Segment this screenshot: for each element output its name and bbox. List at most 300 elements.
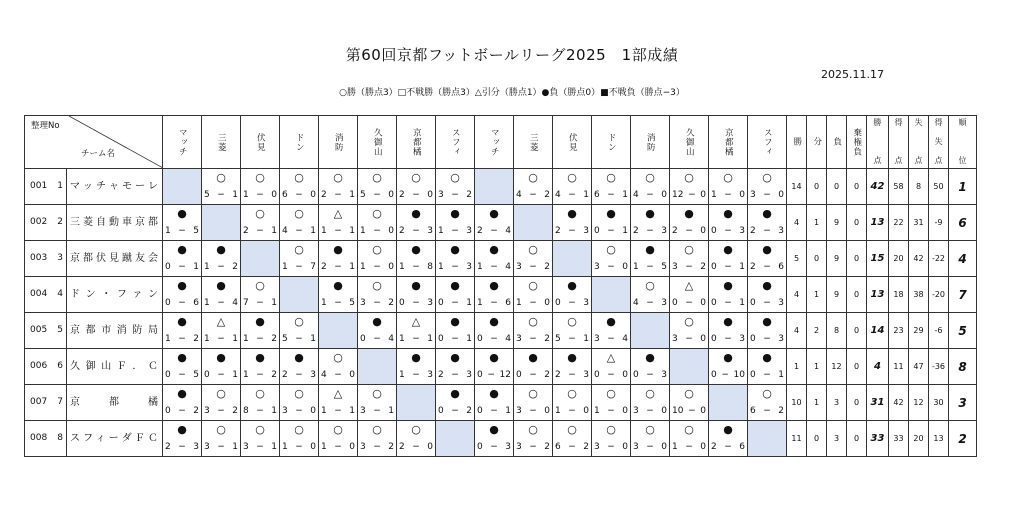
team-name-text: 京 都 橘 bbox=[70, 396, 159, 408]
opponent-header bbox=[592, 116, 631, 169]
page-title: 第60回京都フットボールリーグ2025 1部成績 bbox=[345, 46, 679, 64]
stat-label: 棄権負 bbox=[851, 127, 862, 157]
result-cell bbox=[241, 349, 280, 385]
draws bbox=[807, 349, 827, 385]
result-mark: ○ bbox=[255, 171, 265, 184]
score bbox=[241, 406, 279, 416]
opponent-header bbox=[358, 116, 397, 169]
score-dash: − bbox=[256, 226, 264, 236]
score bbox=[163, 406, 201, 416]
score-against: 5 bbox=[349, 298, 355, 308]
result-mark: ○ bbox=[567, 423, 577, 436]
result bbox=[709, 241, 747, 276]
goals-against bbox=[909, 241, 929, 277]
result-mark: △ bbox=[333, 387, 343, 400]
goals-for bbox=[889, 205, 909, 241]
rank bbox=[949, 421, 977, 457]
result-mark: ● bbox=[177, 351, 187, 364]
score-for: 3 bbox=[204, 406, 210, 416]
score bbox=[553, 370, 591, 380]
losses-value: 0 bbox=[833, 181, 840, 191]
result-cell bbox=[397, 421, 436, 457]
score bbox=[280, 406, 318, 416]
result bbox=[397, 421, 435, 456]
result-mark: ○ bbox=[645, 387, 655, 400]
opponent-name: 京都橘 bbox=[723, 127, 734, 157]
score-against: 0 bbox=[310, 442, 316, 452]
score-for: 2 bbox=[321, 190, 327, 200]
result-cell bbox=[436, 349, 475, 385]
result bbox=[280, 421, 318, 456]
score-against: 1 bbox=[427, 334, 433, 344]
result bbox=[202, 385, 240, 420]
score bbox=[514, 442, 552, 452]
score-against: 1 bbox=[583, 334, 589, 344]
result-mark: ○ bbox=[762, 171, 772, 184]
score-for: 0 bbox=[516, 370, 522, 380]
result bbox=[475, 421, 513, 456]
result-cell bbox=[436, 241, 475, 277]
result bbox=[319, 241, 357, 276]
score-for: 3 bbox=[594, 442, 600, 452]
score-against: 1 bbox=[271, 226, 277, 236]
result bbox=[631, 385, 669, 420]
score-for: 0 bbox=[711, 226, 717, 236]
score-against: 0 bbox=[739, 190, 745, 200]
score-dash: − bbox=[646, 442, 654, 452]
score-for: 3 bbox=[438, 190, 444, 200]
score-for: 2 bbox=[555, 226, 561, 236]
team-name-text: 京都市消防局 bbox=[70, 324, 159, 336]
score-for: 5 bbox=[282, 334, 288, 344]
score-for: 0 bbox=[711, 334, 717, 344]
score bbox=[319, 406, 357, 416]
result bbox=[319, 385, 357, 420]
forfeits bbox=[847, 385, 867, 421]
result bbox=[670, 169, 708, 204]
result-mark: ● bbox=[333, 243, 343, 256]
score-dash: − bbox=[646, 226, 654, 236]
score-against: 1 bbox=[232, 190, 238, 200]
score bbox=[592, 442, 630, 452]
result bbox=[514, 349, 552, 384]
wins-value: 4 bbox=[793, 289, 800, 299]
result-cell bbox=[631, 313, 670, 349]
result-mark: ● bbox=[489, 387, 499, 400]
result-mark: ○ bbox=[528, 243, 538, 256]
table-row bbox=[25, 241, 977, 277]
score-against: 2 bbox=[544, 262, 550, 272]
result-mark: ● bbox=[450, 279, 460, 292]
score-for: 4 bbox=[555, 190, 561, 200]
result-cell bbox=[202, 349, 241, 385]
score-dash: − bbox=[568, 406, 576, 416]
score-dash: − bbox=[568, 334, 576, 344]
header-bottom: 点 bbox=[934, 156, 943, 165]
score-against: 3 bbox=[427, 226, 433, 236]
result bbox=[163, 277, 201, 312]
score-for: 3 bbox=[204, 442, 210, 452]
result bbox=[670, 205, 708, 240]
score bbox=[670, 226, 708, 236]
header-bottom: 点 bbox=[914, 156, 923, 165]
score bbox=[163, 226, 201, 236]
score-against: 3 bbox=[778, 226, 784, 236]
score bbox=[397, 262, 435, 272]
score bbox=[436, 370, 474, 380]
result-cell bbox=[436, 385, 475, 421]
score-dash: − bbox=[256, 334, 264, 344]
team-name-text: 久御山Ｆ．Ｃ bbox=[70, 360, 159, 372]
score-against: 3 bbox=[310, 370, 316, 380]
score-for: 4 bbox=[321, 370, 327, 380]
result bbox=[436, 277, 474, 312]
score-dash: − bbox=[178, 370, 186, 380]
score-dash: − bbox=[721, 370, 729, 380]
score-against: 0 bbox=[544, 298, 550, 308]
score-against: 1 bbox=[232, 334, 238, 344]
header-top: 得 bbox=[894, 118, 903, 127]
table-row bbox=[25, 313, 977, 349]
score-against: 0 bbox=[388, 262, 394, 272]
score bbox=[319, 370, 357, 380]
result-mark: ○ bbox=[294, 423, 304, 436]
result-mark: ● bbox=[489, 423, 499, 436]
result-cell bbox=[592, 421, 631, 457]
score-against: 2 bbox=[544, 334, 550, 344]
result-mark: ● bbox=[177, 423, 187, 436]
score-against: 1 bbox=[739, 298, 745, 308]
goals-against bbox=[909, 349, 929, 385]
result bbox=[241, 349, 279, 384]
score-for: 0 bbox=[477, 370, 483, 380]
team-id-text: 005 bbox=[30, 325, 48, 335]
header-stack bbox=[929, 119, 948, 165]
team-seq-number: 2 bbox=[57, 217, 63, 227]
result bbox=[241, 421, 279, 456]
score-against: 0 bbox=[310, 406, 316, 416]
result bbox=[592, 169, 630, 204]
result bbox=[436, 205, 474, 240]
result-mark: ● bbox=[450, 207, 460, 220]
score bbox=[709, 298, 747, 308]
score-for: 2 bbox=[477, 226, 483, 236]
team-id bbox=[25, 241, 67, 277]
goals-against-value: 31 bbox=[913, 217, 924, 227]
losses bbox=[827, 169, 847, 205]
score bbox=[436, 298, 474, 308]
score-against: 3 bbox=[739, 334, 745, 344]
result bbox=[670, 385, 708, 420]
result-mark: ○ bbox=[684, 243, 694, 256]
score-for: 1 bbox=[399, 334, 405, 344]
score-dash: − bbox=[217, 262, 225, 272]
result bbox=[748, 349, 786, 384]
score-for: 0 bbox=[165, 406, 171, 416]
goals-against-value: 38 bbox=[913, 289, 924, 299]
losses-value: 9 bbox=[833, 289, 840, 299]
goal-diff bbox=[929, 385, 949, 421]
result-mark: ○ bbox=[645, 279, 655, 292]
score-dash: − bbox=[685, 262, 693, 272]
result bbox=[202, 313, 240, 348]
score bbox=[163, 442, 201, 452]
team-id-text: 003 bbox=[30, 253, 48, 263]
stat-header bbox=[787, 116, 807, 169]
score-for: 6 bbox=[594, 190, 600, 200]
result-cell bbox=[397, 313, 436, 349]
score-dash: − bbox=[490, 262, 498, 272]
result-cell bbox=[319, 421, 358, 457]
score bbox=[475, 442, 513, 452]
result bbox=[553, 313, 591, 348]
goals-for bbox=[889, 385, 909, 421]
score bbox=[592, 370, 630, 380]
goals-against bbox=[909, 385, 929, 421]
result-cell bbox=[163, 385, 202, 421]
team-id bbox=[25, 169, 67, 205]
score-dash: − bbox=[490, 226, 498, 236]
score-for: 1 bbox=[438, 262, 444, 272]
score-for: 4 bbox=[516, 190, 522, 200]
score-dash: − bbox=[451, 262, 459, 272]
score-against: 1 bbox=[583, 190, 589, 200]
team-name-text: マッチャモーレ bbox=[70, 180, 159, 192]
result-cell bbox=[280, 421, 319, 457]
opponent-name: ドン bbox=[294, 132, 305, 152]
score-for: 0 bbox=[555, 298, 561, 308]
score-against: 1 bbox=[466, 298, 472, 308]
team-seq-number: 1 bbox=[57, 181, 63, 191]
result bbox=[280, 241, 318, 276]
score-against: 1 bbox=[622, 190, 628, 200]
score-for: 2 bbox=[633, 226, 639, 236]
score-dash: − bbox=[256, 190, 264, 200]
result bbox=[553, 349, 591, 384]
losses-value: 3 bbox=[833, 397, 840, 407]
losses-value: 3 bbox=[833, 433, 840, 443]
team-id-text: 007 bbox=[30, 397, 48, 407]
score-for: 7 bbox=[243, 298, 249, 308]
score-against: 10 bbox=[733, 370, 745, 380]
opponent-name: 消防 bbox=[645, 132, 656, 152]
result-mark: ● bbox=[762, 351, 772, 364]
score-for: 2 bbox=[555, 370, 561, 380]
result-mark: ○ bbox=[528, 171, 538, 184]
score bbox=[280, 442, 318, 452]
score-for: 1 bbox=[672, 442, 678, 452]
team-name bbox=[67, 385, 163, 421]
score bbox=[709, 442, 747, 452]
goals-for bbox=[889, 349, 909, 385]
result bbox=[670, 421, 708, 456]
score bbox=[553, 406, 591, 416]
score-against: 6 bbox=[778, 262, 784, 272]
result-mark: ○ bbox=[450, 171, 460, 184]
goal-diff bbox=[929, 169, 949, 205]
losses bbox=[827, 421, 847, 457]
team-seq-number: 7 bbox=[57, 397, 63, 407]
points-value: 31 bbox=[870, 396, 885, 408]
result bbox=[631, 277, 669, 312]
result-mark: ● bbox=[723, 207, 733, 220]
score-against: 0 bbox=[349, 442, 355, 452]
score bbox=[202, 298, 240, 308]
score bbox=[592, 190, 630, 200]
score bbox=[319, 190, 357, 200]
score-dash: − bbox=[490, 334, 498, 344]
result-mark: ○ bbox=[255, 423, 265, 436]
score-dash: − bbox=[688, 406, 696, 416]
rank-value: 4 bbox=[958, 251, 967, 266]
team-name bbox=[67, 421, 163, 457]
score-for: 4 bbox=[282, 226, 288, 236]
opponent-header bbox=[709, 116, 748, 169]
score-dash: − bbox=[295, 442, 303, 452]
result-cell bbox=[358, 385, 397, 421]
result-cell bbox=[514, 421, 553, 457]
result bbox=[163, 313, 201, 348]
score-against: 1 bbox=[232, 370, 238, 380]
result bbox=[670, 241, 708, 276]
score bbox=[280, 190, 318, 200]
wins bbox=[787, 169, 807, 205]
goals-against bbox=[909, 421, 929, 457]
result-mark: ● bbox=[216, 351, 226, 364]
goal-diff bbox=[929, 205, 949, 241]
result bbox=[592, 313, 630, 348]
result-mark: ○ bbox=[216, 387, 226, 400]
result-cell bbox=[748, 205, 787, 241]
score-against: 3 bbox=[661, 226, 667, 236]
score-against: 0 bbox=[622, 370, 628, 380]
score-dash: − bbox=[646, 406, 654, 416]
losses-value: 12 bbox=[831, 361, 842, 371]
result-cell bbox=[514, 241, 553, 277]
score bbox=[397, 190, 435, 200]
result-mark: ○ bbox=[333, 351, 343, 364]
score bbox=[358, 226, 396, 236]
result-mark: ● bbox=[411, 207, 421, 220]
score-dash: − bbox=[178, 226, 186, 236]
score-for: 0 bbox=[438, 406, 444, 416]
result bbox=[358, 205, 396, 240]
draws-value: 1 bbox=[813, 217, 820, 227]
score-for: 0 bbox=[750, 334, 756, 344]
score-dash: − bbox=[763, 298, 771, 308]
draws-value: 2 bbox=[813, 325, 820, 335]
result-cell bbox=[397, 205, 436, 241]
score-for: 3 bbox=[633, 406, 639, 416]
score bbox=[709, 190, 747, 200]
team-name bbox=[67, 241, 163, 277]
score-for: 4 bbox=[633, 298, 639, 308]
score-against: 0 bbox=[427, 442, 433, 452]
result-mark: ● bbox=[606, 207, 616, 220]
result-cell bbox=[358, 421, 397, 457]
opponent-header bbox=[163, 116, 202, 169]
score-dash: − bbox=[529, 298, 537, 308]
result-cell bbox=[241, 277, 280, 313]
result-cell bbox=[631, 205, 670, 241]
forfeits-value: 0 bbox=[853, 181, 860, 191]
result-cell bbox=[475, 205, 514, 241]
result-cell bbox=[748, 313, 787, 349]
result bbox=[709, 169, 747, 204]
score-dash: − bbox=[334, 442, 342, 452]
header-top: 得 bbox=[934, 118, 943, 127]
result-mark: ○ bbox=[333, 171, 343, 184]
result-mark: ● bbox=[333, 279, 343, 292]
score-dash: − bbox=[334, 262, 342, 272]
score-dash: − bbox=[487, 370, 495, 380]
wins-value: 4 bbox=[793, 325, 800, 335]
score bbox=[514, 406, 552, 416]
score-against: 3 bbox=[505, 442, 511, 452]
result bbox=[553, 421, 591, 456]
score-dash: − bbox=[724, 226, 732, 236]
score-dash: − bbox=[334, 298, 342, 308]
score-dash: − bbox=[178, 406, 186, 416]
wins-value: 4 bbox=[793, 217, 800, 227]
opponent-name: 消防 bbox=[333, 132, 344, 152]
result-cell bbox=[397, 241, 436, 277]
score-for: 2 bbox=[399, 442, 405, 452]
score bbox=[748, 370, 786, 380]
result-cell bbox=[670, 277, 709, 313]
result-cell bbox=[592, 277, 631, 313]
result-mark: ○ bbox=[372, 387, 382, 400]
points bbox=[867, 349, 889, 385]
goal-diff-value: 13 bbox=[933, 433, 944, 443]
goal-diff bbox=[929, 277, 949, 313]
score-against: 1 bbox=[271, 406, 277, 416]
stat-label: 分 bbox=[811, 137, 822, 147]
result-cell bbox=[319, 169, 358, 205]
result-cell bbox=[241, 313, 280, 349]
losses-value: 9 bbox=[833, 253, 840, 263]
result-mark: ○ bbox=[528, 423, 538, 436]
rank bbox=[949, 169, 977, 205]
opponent-name: ドン bbox=[606, 132, 617, 152]
score bbox=[280, 226, 318, 236]
score-against: 12 bbox=[499, 370, 511, 380]
header-bottom: 位 bbox=[958, 156, 967, 165]
score-dash: − bbox=[412, 226, 420, 236]
goal-diff bbox=[929, 349, 949, 385]
header-bottom: 点 bbox=[894, 156, 903, 165]
score-against: 2 bbox=[544, 370, 550, 380]
goal-diff-value: -6 bbox=[934, 325, 943, 335]
score bbox=[319, 298, 357, 308]
score-against: 2 bbox=[388, 298, 394, 308]
score-dash: − bbox=[568, 190, 576, 200]
table-row bbox=[25, 205, 977, 241]
draws bbox=[807, 313, 827, 349]
goals-against bbox=[909, 313, 929, 349]
result bbox=[514, 277, 552, 312]
team-seq-number: 5 bbox=[57, 325, 63, 335]
score-for: 0 bbox=[204, 370, 210, 380]
result bbox=[592, 205, 630, 240]
score-against: 0 bbox=[661, 190, 667, 200]
result-cell bbox=[514, 349, 553, 385]
result bbox=[631, 349, 669, 384]
score-against: 4 bbox=[505, 262, 511, 272]
score bbox=[631, 190, 669, 200]
score-against: 0 bbox=[544, 406, 550, 416]
table-row bbox=[25, 385, 977, 421]
